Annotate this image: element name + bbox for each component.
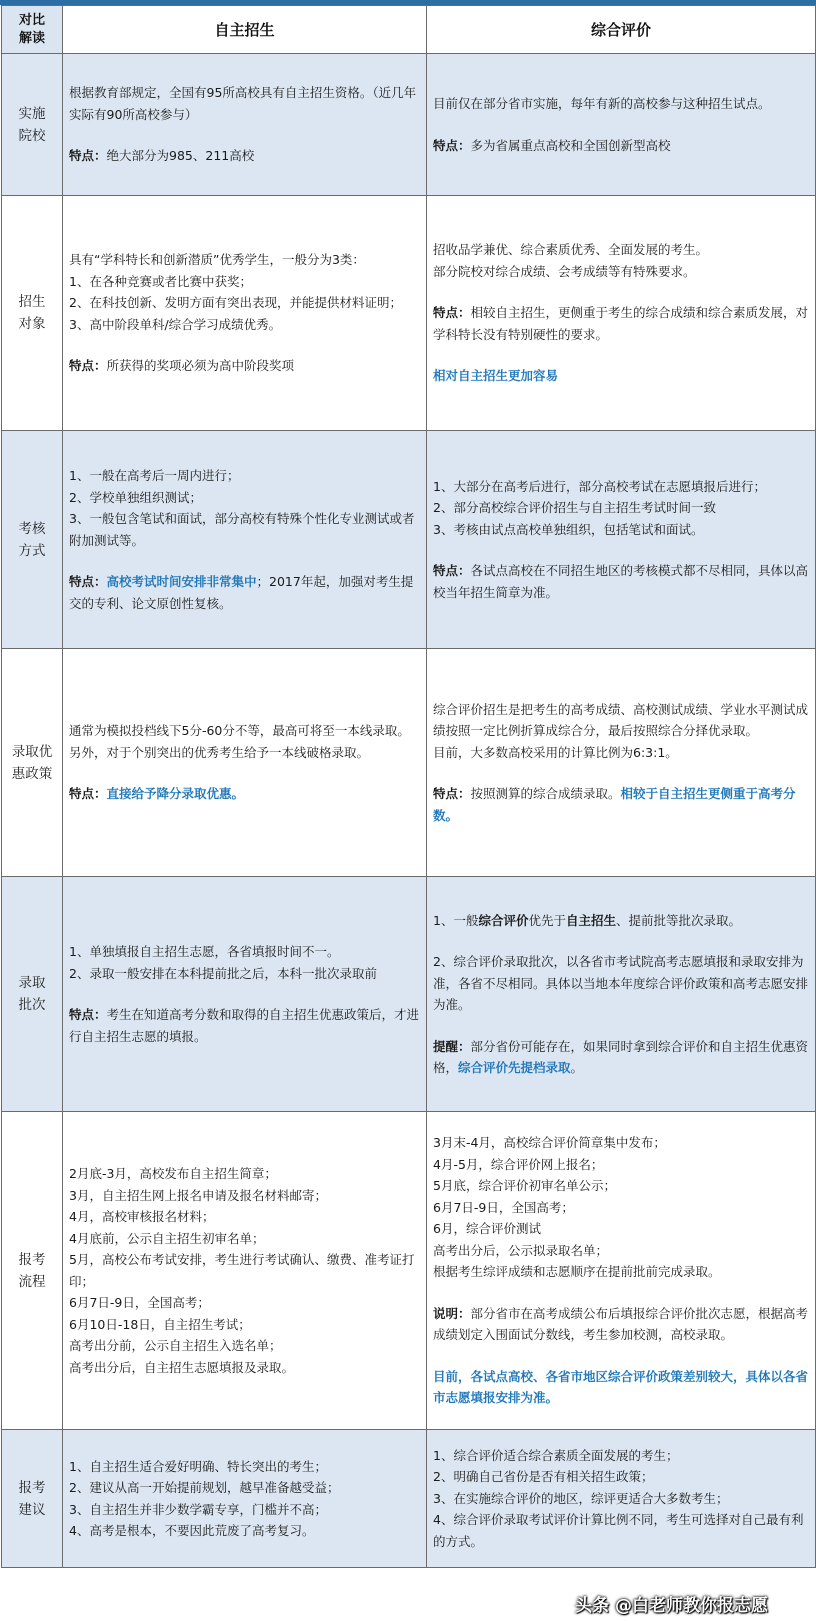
comparison-table bbox=[1, 5, 816, 1568]
bold-label: 特点： bbox=[69, 358, 107, 374]
label-line: 方式 bbox=[18, 542, 46, 559]
cell-paragraph bbox=[433, 742, 809, 764]
cell-paragraph bbox=[433, 1509, 809, 1552]
bold-label: 自主招生 bbox=[565, 912, 616, 928]
cell-content bbox=[433, 1445, 809, 1553]
body-text: 2、明确自己省份是否有相关招生政策； bbox=[433, 1469, 654, 1485]
body-text: 多为省属重点高校和全国创新型高校 bbox=[470, 137, 671, 153]
row-institutions bbox=[2, 54, 816, 196]
cell-paragraph bbox=[433, 910, 809, 932]
cell-content bbox=[69, 720, 420, 805]
cell-content bbox=[69, 941, 420, 1047]
label-line: 对象 bbox=[18, 316, 46, 332]
body-text: 6月7日-9日，全国高考； bbox=[69, 1295, 210, 1310]
cell-independent bbox=[63, 877, 427, 1112]
cell-paragraph bbox=[69, 355, 420, 377]
cell-paragraph bbox=[69, 292, 420, 314]
body-text: 具有“学科特长和创新潜质”优秀学生，一般分为3类： bbox=[69, 252, 365, 268]
cell-content bbox=[69, 1163, 420, 1378]
body-text: 6月7日-9日，全国高考； bbox=[433, 1199, 574, 1215]
bold-label: 特点： bbox=[69, 1007, 107, 1022]
highlight-text: 综合评价先提档录取 bbox=[458, 1060, 571, 1075]
cell-paragraph bbox=[69, 145, 420, 167]
body-text: 2、在科技创新、发明方面有突出表现，并能提供材料证明； bbox=[69, 295, 402, 311]
spacer bbox=[433, 282, 809, 302]
row-label bbox=[2, 1430, 63, 1568]
row-label bbox=[2, 196, 63, 431]
highlight-text: 相对自主招生更加容易 bbox=[433, 368, 559, 384]
body-text: 4、高考是根本，不要因此荒废了高考复习。 bbox=[69, 1523, 315, 1538]
bold-label: 特点： bbox=[69, 786, 107, 802]
highlight-text: 目前，各试点高校、各省市地区综合评价政策差别较大，具体以各省市志愿填报安排为准。 bbox=[433, 1368, 809, 1406]
body-text: 综合评价招生是把考生的高考成绩、高校测试成绩、学业水平测试成绩按照一定比例折算成综合分，最后按照综合分择优录取。 bbox=[433, 701, 809, 739]
body-text: 3、一般包含笔试和面试，部分高校有特殊个性化专业测试或者附加测试等。 bbox=[69, 511, 415, 548]
cell-paragraph bbox=[69, 508, 420, 551]
body-text: 所获得的奖项必须为高中阶段奖项 bbox=[106, 358, 295, 374]
cell-independent bbox=[63, 1112, 427, 1430]
header-col-independent: 自主招生 bbox=[63, 6, 427, 54]
label-line: 录取 bbox=[18, 975, 46, 991]
bold-label: 特点： bbox=[433, 137, 471, 153]
body-text: 1、一般在高考后一周内进行； bbox=[69, 468, 240, 483]
cell-paragraph bbox=[69, 249, 420, 271]
spacer bbox=[433, 540, 809, 560]
cell-paragraph bbox=[433, 1445, 809, 1467]
cell-content bbox=[69, 249, 420, 377]
header-compare-label bbox=[2, 6, 63, 54]
cell-paragraph bbox=[433, 497, 809, 519]
body-text: 3、高中阶段单科/综合学习成绩优秀。 bbox=[69, 316, 282, 332]
highlight-text: 相较于自主招生更侧重于高考分数。 bbox=[433, 786, 796, 823]
cell-independent bbox=[63, 431, 427, 649]
cell-paragraph bbox=[69, 1314, 420, 1336]
body-text: 按照测算的综合成绩录取。 bbox=[470, 786, 621, 802]
spacer bbox=[433, 345, 809, 365]
label-line: 录取优 bbox=[11, 743, 53, 760]
cell-content bbox=[433, 1132, 809, 1409]
label-line: 对比 bbox=[18, 12, 45, 28]
cell-paragraph bbox=[433, 951, 809, 1016]
cell-paragraph bbox=[69, 1292, 420, 1314]
label-line: 院校 bbox=[18, 127, 46, 144]
body-text: 高考出分前，公示自主招生入选名单； bbox=[69, 1338, 282, 1353]
cell-paragraph bbox=[433, 783, 809, 826]
cell-paragraph bbox=[69, 963, 420, 985]
cell-comprehensive bbox=[427, 196, 816, 431]
body-text: 2、部分高校综合评价招生与自主招生考试时间一致 bbox=[433, 500, 716, 516]
body-text: 高考出分后，公示拟录取名单； bbox=[433, 1242, 609, 1258]
label-line: 报考 bbox=[18, 1251, 46, 1268]
body-text: 6月，综合评价测试 bbox=[433, 1221, 541, 1237]
spacer bbox=[433, 763, 809, 783]
cell-content bbox=[69, 82, 420, 167]
body-text: 招收品学兼优、综合素质优秀、全面发展的考生。 bbox=[433, 242, 709, 258]
body-text: 部分省市在高考成绩公布后填报综合评价批次志愿，根据高考成绩划定入围面试分数线，考生参加校测，高校录取。 bbox=[433, 1305, 809, 1343]
header-col-comprehensive: 综合评价 bbox=[427, 6, 816, 54]
highlight-text: 高校考试时间安排非常集中 bbox=[106, 574, 257, 589]
cell-paragraph bbox=[433, 135, 809, 157]
spacer bbox=[69, 335, 420, 355]
bold-label: 特点： bbox=[69, 148, 107, 164]
row-label bbox=[2, 1112, 63, 1430]
header-row bbox=[2, 6, 816, 54]
spacer bbox=[69, 763, 420, 783]
bold-label: 综合评价 bbox=[478, 912, 529, 928]
body-text: 部分省份可能存在，如果同时拿到综合评价和自主招生优惠资格， bbox=[433, 1038, 809, 1075]
body-text: 6月10日-18日，自主招生考试； bbox=[69, 1316, 251, 1332]
cell-paragraph bbox=[433, 1466, 809, 1488]
body-text: 1、自主招生适合爱好明确、特长突出的考生； bbox=[69, 1458, 327, 1474]
cell-paragraph bbox=[69, 1499, 420, 1521]
spacer bbox=[69, 551, 420, 571]
cell-content bbox=[69, 1456, 420, 1542]
cell-comprehensive bbox=[427, 431, 816, 649]
cell-independent bbox=[63, 54, 427, 196]
body-text: 1、单独填报自主招生志愿，各省填报时间不一。 bbox=[69, 944, 340, 959]
cell-independent bbox=[63, 196, 427, 431]
cell-paragraph bbox=[69, 82, 420, 125]
cell-independent bbox=[63, 1430, 427, 1568]
cell-content bbox=[69, 465, 420, 614]
label-line: 考核 bbox=[18, 520, 46, 537]
cell-content bbox=[433, 910, 809, 1079]
label-line: 解读 bbox=[18, 30, 45, 46]
cell-paragraph bbox=[433, 365, 809, 387]
cell-paragraph bbox=[433, 239, 809, 261]
cell-paragraph bbox=[433, 1488, 809, 1510]
row-label bbox=[2, 877, 63, 1112]
cell-paragraph bbox=[433, 1366, 809, 1409]
cell-paragraph bbox=[433, 302, 809, 345]
cell-paragraph bbox=[69, 1249, 420, 1292]
spacer bbox=[433, 115, 809, 135]
body-text: 3月末-4月，高校综合评价简章集中发布； bbox=[433, 1135, 666, 1151]
body-text: 5月底，综合评价初审名单公示； bbox=[433, 1178, 616, 1194]
cell-paragraph bbox=[433, 93, 809, 115]
spacer bbox=[69, 984, 420, 1004]
body-text: 1、一般 bbox=[433, 912, 479, 928]
body-text: 2、综合评价录取批次，以各省市考试院高考志愿填报和录取安排为准，各省不尽相同。具体以当地本年度综合评价政策和高考志愿安排为准。 bbox=[433, 954, 809, 1012]
cell-paragraph bbox=[69, 1335, 420, 1357]
cell-paragraph bbox=[69, 314, 420, 336]
bold-label: 特点： bbox=[433, 563, 471, 579]
bold-label: 特点： bbox=[69, 574, 107, 589]
cell-paragraph bbox=[433, 1197, 809, 1219]
body-text: 高考出分后，自主招生志愿填报及录取。 bbox=[69, 1359, 295, 1375]
cell-paragraph bbox=[433, 699, 809, 742]
cell-paragraph bbox=[69, 941, 420, 963]
cell-independent bbox=[63, 649, 427, 877]
highlight-text: 直接给予降分录取优惠。 bbox=[106, 786, 245, 802]
cell-paragraph bbox=[433, 1175, 809, 1197]
cell-comprehensive bbox=[427, 1430, 816, 1568]
body-text: 。 bbox=[570, 1060, 584, 1075]
body-text: 4月-5月，综合评价网上报名； bbox=[433, 1156, 604, 1172]
cell-paragraph bbox=[433, 1218, 809, 1240]
cell-paragraph bbox=[69, 487, 420, 509]
label-line: 招生 bbox=[18, 294, 46, 310]
spacer bbox=[433, 931, 809, 951]
spacer bbox=[69, 125, 420, 145]
body-text: 相较自主招生，更侧重于考生的综合成绩和综合素质发展，对学科特长没有特别硬性的要求。 bbox=[433, 305, 809, 342]
bold-label: 说明： bbox=[433, 1305, 471, 1321]
cell-paragraph bbox=[433, 1154, 809, 1176]
cell-paragraph bbox=[69, 1185, 420, 1207]
body-text: 4、综合评价录取考试评价计算比例不同，考生可选择对自己最有利的方式。 bbox=[433, 1512, 804, 1549]
label-line: 报考 bbox=[18, 1479, 46, 1496]
row-label bbox=[2, 649, 63, 877]
cell-paragraph bbox=[69, 465, 420, 487]
cell-paragraph bbox=[69, 1206, 420, 1228]
cell-paragraph bbox=[433, 261, 809, 283]
body-text: 3、在实施综合评价的地区，综评更适合大多数考生； bbox=[433, 1490, 729, 1506]
bold-label: 特点： bbox=[433, 305, 471, 321]
cell-paragraph bbox=[433, 476, 809, 498]
body-text: 2、录取一般安排在本科提前批之后，本科一批次录取前 bbox=[69, 965, 377, 981]
cell-paragraph bbox=[69, 720, 420, 763]
row-target bbox=[2, 196, 816, 431]
body-text: 优先于 bbox=[528, 912, 566, 928]
label-line: 实施 bbox=[18, 105, 46, 122]
row-process bbox=[2, 1112, 816, 1430]
body-text: 2、建议从高一开始提前规划，越早准备越受益； bbox=[69, 1480, 340, 1495]
body-text: 2月底-3月，高校发布自主招生简章； bbox=[69, 1166, 277, 1181]
body-text: 通常为模拟投档线下5分-60分不等，最高可将至一本线录取。另外，对于个别突出的优秀考生给予一本线破格录取。 bbox=[69, 723, 410, 760]
body-text: 3、考核由试点高校单独组织，包括笔试和面试。 bbox=[433, 521, 704, 537]
body-text: 4月，高校审核报名材料； bbox=[69, 1209, 215, 1224]
cell-paragraph bbox=[69, 1520, 420, 1542]
body-text: 1、大部分在高考后进行，部分高校考试在志愿填报后进行； bbox=[433, 478, 766, 494]
cell-paragraph bbox=[433, 560, 809, 603]
row-advice bbox=[2, 1430, 816, 1568]
cell-paragraph bbox=[433, 1240, 809, 1262]
cell-paragraph bbox=[69, 271, 420, 293]
watermark: 头条 @白老师教你报志愿 bbox=[575, 1596, 768, 1616]
body-text: 考生在知道高考分数和取得的自主招生优惠政策后，才进行自主招生志愿的填报。 bbox=[69, 1007, 420, 1044]
label-line: 批次 bbox=[18, 997, 46, 1013]
body-text: 根据考生综评成绩和志愿顺序在提前批前完成录取。 bbox=[433, 1264, 721, 1280]
body-text: 5月，高校公布考试安排，考生进行考试确认、缴费、准考证打印； bbox=[69, 1252, 415, 1289]
bold-label: 特点： bbox=[433, 786, 471, 802]
cell-paragraph bbox=[433, 1036, 809, 1079]
cell-paragraph bbox=[69, 1477, 420, 1499]
cell-paragraph bbox=[69, 783, 420, 805]
cell-paragraph bbox=[433, 519, 809, 541]
body-text: 1、在各种竞赛或者比赛中获奖； bbox=[69, 273, 252, 289]
body-text: 3月，自主招生网上报名申请及报名材料邮寄； bbox=[69, 1187, 327, 1203]
label-line: 流程 bbox=[18, 1273, 46, 1290]
spacer bbox=[433, 1346, 809, 1366]
body-text: 、提前批等批次录取。 bbox=[616, 912, 742, 928]
cell-content bbox=[433, 476, 809, 604]
body-text: 3、自主招生并非少数学霸专享，门槛并不高； bbox=[69, 1501, 327, 1517]
body-text: 绝大部分为985、211高校 bbox=[106, 148, 255, 164]
row-label bbox=[2, 54, 63, 196]
body-text: 各试点高校在不同招生地区的考核模式都不尽相同，具体以高校当年招生简章为准。 bbox=[433, 563, 809, 600]
cell-paragraph bbox=[69, 571, 420, 614]
label-line: 惠政策 bbox=[11, 765, 53, 782]
row-assessment bbox=[2, 431, 816, 649]
cell-comprehensive bbox=[427, 877, 816, 1112]
cell-paragraph bbox=[69, 1456, 420, 1478]
cell-paragraph bbox=[69, 1357, 420, 1379]
body-text: 目前，大多数高校采用的计算比例为6:3:1。 bbox=[433, 744, 678, 760]
cell-comprehensive bbox=[427, 1112, 816, 1430]
cell-paragraph bbox=[69, 1228, 420, 1250]
body-text: 4月底前，公示自主招生初审名单； bbox=[69, 1230, 265, 1246]
row-label bbox=[2, 431, 63, 649]
body-text: ；2017年起，加强对考生提交的专利、论文原创性复核。 bbox=[69, 574, 414, 611]
label-line: 建议 bbox=[18, 1501, 46, 1518]
body-text: 部分院校对综合成绩、会考成绩等有特殊要求。 bbox=[433, 263, 696, 279]
spacer bbox=[433, 1016, 809, 1036]
cell-content bbox=[433, 239, 809, 387]
body-text: 1、综合评价适合综合素质全面发展的考生； bbox=[433, 1447, 679, 1463]
cell-content bbox=[433, 93, 809, 156]
cell-paragraph bbox=[433, 1261, 809, 1283]
cell-paragraph bbox=[69, 1004, 420, 1047]
body-text: 2、学校单独组织测试； bbox=[69, 489, 202, 505]
cell-paragraph bbox=[433, 1132, 809, 1154]
spacer bbox=[433, 1283, 809, 1303]
cell-comprehensive bbox=[427, 649, 816, 877]
cell-content bbox=[433, 699, 809, 827]
row-policy bbox=[2, 649, 816, 877]
cell-comprehensive bbox=[427, 54, 816, 196]
cell-paragraph bbox=[433, 1303, 809, 1346]
body-text: 目前仅在部分省市实施，每年有新的高校参与这种招生试点。 bbox=[433, 96, 771, 111]
bold-label: 提醒： bbox=[433, 1038, 471, 1054]
cell-paragraph bbox=[69, 1163, 420, 1185]
row-batch bbox=[2, 877, 816, 1112]
body-text: 根据教育部规定，全国有95所高校具有自主招生资格。（近几年实际有90所高校参与） bbox=[69, 85, 417, 122]
